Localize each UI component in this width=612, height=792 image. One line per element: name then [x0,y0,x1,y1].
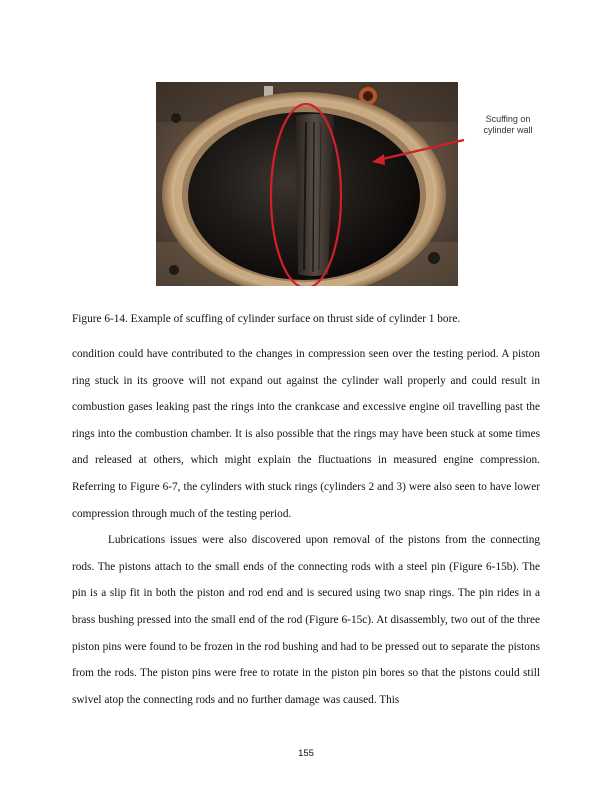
annotation-arrow [72,78,540,288]
body-text [72,341,540,713]
paragraph-2: Lubrications issues were also discovered upon removal of the pistons from the connecting rods. The pistons attach to the small ends of the connecting rods with a steel pin (Figure 6-15b). The pin is a slip fit in both the piston and rod end and is secured using two snap rings. The pin rides in a brass bushing pressed into the small end of the rod (Figure 6-15c). At disassembly, two out of the three piston pins were found to be frozen in the rod bushing and had to be pressed out to separate the pistons from the rods. The piston pins were free to rotate in the piston pin bores so that the pistons could still swivel atop the connecting rods and no further damage was caused. This [72,534,540,706]
figure-caption: Figure 6-14. Example of scuffing of cylinder surface on thrust side of cylinder 1 bore. [72,313,461,325]
annotation-line-1: Scuffing on [485,114,531,124]
paragraph-1: condition could have contributed to the changes in compression seen over the testing period. A piston ring stuck in its groove will not expand out against the cylinder wall properly and could result in combustion gases leaking past the rings into the crankcase and excessive engine oil travelling past the rings into the combustion chamber. It is also possible that the rings may have been stuck at some times and released at others, which might explain the fluctuations in measured engine compression. Referring to Figure 6-7, the cylinders with stuck rings (cylinders 2 and 3) were also seen to have lower compression through much of the testing period. [72,348,540,520]
annotation-label [468,114,548,136]
page-number: 155 [298,748,314,759]
annotation-line-2: cylinder wall [483,125,533,135]
figure-6-14 [72,78,540,288]
